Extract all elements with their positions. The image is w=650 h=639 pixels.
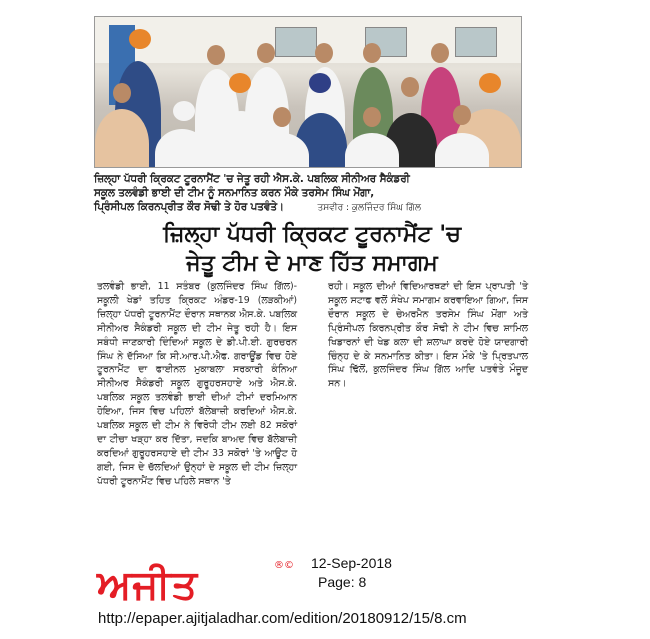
logo-registered-mark: ®© xyxy=(274,560,294,571)
photo-person-head xyxy=(363,43,381,63)
photo-person-head xyxy=(113,83,131,103)
article-column-2: ਰਹੀ। ਸਕੂਲ ਦੀਆਂ ਵਿਦਿਆਰਥਣਾਂ ਦੀ ਇਸ ਪ੍ਰਾਪਤੀ 'ਤੇ ਸਕੂਲ ਸਟਾਫ ਵਲੋਂ ਸੰਖੇਪ ਸਮਾਗਮ ਕਰਵਾਇਆ ਗਿਆ, ਜਿਸ ਦੌਰਾਨ ਸਕੂਲ ਦੇ ਚੇਅਰਮੈਨ ਤਰਸੇਮ ਸਿੰਘ ਮੋਂਗਾ ਅਤੇ ਪ੍ਰਿੰਸੀਪਲ ਕਿਰਨਪ੍ਰੀਤ ਕੌਰ ਸੋਢੀ ਨੇ ਟੀਮ ਵਿਚ ਸ਼ਾਮਿਲ ਖਿਡਾਰਨਾਂ ਦੀ ਖੇਡ ਕਲਾ ਦੀ ਸ਼ਲਾਘਾ ਕਰਦੇ ਹੋਏ ਯਾਦਗਾਰੀ ਚਿੰਨ੍ਹ ਦੇ ਕੇ ਸਨਮਾਨਿਤ ਕੀਤਾ। ਇਸ ਮੌਕੇ 'ਤੇ ਪ੍ਰਿਤਪਾਲ ਸਿੰਘ ਢਿੱਲੋਂ, ਕੁਲਜਿੰਦਰ ਸਿੰਘ ਗਿੱਲ ਆਦਿ ਪਤਵੰਤੇ ਮੌਜੂਦ ਸਨ। xyxy=(328,281,528,390)
caption-line: ਸਕੂਲ ਤਲਵੰਡੀ ਭਾਈ ਦੀ ਟੀਮ ਨੂੰ ਸਨਮਾਨਿਤ ਕਰਨ ਮੌਕੇ ਤਰਸੇਮ ਸਿੰਘ ਮੋਂਗਾ, xyxy=(94,187,375,199)
photo-person-head xyxy=(229,73,251,93)
photo-person-head xyxy=(453,105,471,125)
photo-person-head xyxy=(207,45,225,65)
source-url[interactable]: http://epaper.ajitjaladhar.com/edition/20180912/15/8.cm xyxy=(98,610,467,627)
photo-person-head xyxy=(173,101,195,121)
caption-line: ਜ਼ਿਲ੍ਹਾ ਪੱਧਰੀ ਕ੍ਰਿਕਟ ਟੂਰਨਾਮੈਂਟ 'ਚ ਜੇਤੂ ਰਹੀ ਐਸ.ਕੇ. ਪਬਲਿਕ ਸੀਨੀਅਰ ਸੈਕੰਡਰੀ xyxy=(94,173,410,185)
photo-person-head xyxy=(431,43,449,63)
news-photo xyxy=(94,16,522,168)
photo-caption xyxy=(94,172,524,215)
photo-credit: ਤਸਵੀਰ : ਕੁਲਜਿੰਦਰ ਸਿੰਘ ਗਿੱਲ xyxy=(317,203,421,213)
photo-person-head xyxy=(129,29,151,49)
photo-person-head xyxy=(309,73,331,93)
article-column-1: ਤਲਵੰਡੀ ਭਾਈ, 11 ਸਤੰਬਰ (ਕੁਲਜਿੰਦਰ ਸਿੰਘ ਗਿੱਲ)- ਸਕੂਲੀ ਖੇਡਾਂ ਤਹਿਤ ਕ੍ਰਿਕਟ ਅੰਡਰ-19 (ਲੜਕੀਆਂ) ਜ਼ਿਲ੍ਹਾ ਪੱਧਰੀ ਟੂਰਨਾਮੈਂਟ ਦੌਰਾਨ ਸਥਾਨਕ ਐਸ.ਕੇ. ਪਬਲਿਕ ਸੀਨੀਅਰ ਸੈਕੰਡਰੀ ਸਕੂਲ ਦੀ ਟੀਮ ਜੇਤੂ ਰਹੀ ਹੈ। ਇਸ ਸਬੰਧੀ ਜਾਣਕਾਰੀ ਦਿੰਦਿਆਂ ਸਕੂਲ ਦੇ ਡੀ.ਪੀ.ਈ. ਗੁਰਚਰਨ ਸਿੰਘ ਨੇ ਦੱਸਿਆ ਕਿ ਸੀ.ਆਰ.ਪੀ.ਐਫ. ਗਰਾਊਂਡ ਵਿਚ ਹੋਏ ਟੂਰਨਾਮੈਂਟ ਦਾ ਫਾਈਨਲ ਮੁਕਾਬਲਾ ਸਰਕਾਰੀ ਕੰਨਿਆ ਸੀਨੀਅਰ ਸੈਕੰਡਰੀ ਸਕੂਲ ਗੁਰੂਹਰਸਹਾਏ ਅਤੇ ਐਸ.ਕੇ. ਪਬਲਿਕ ਸਕੂਲ ਤਲਵੰਡੀ ਭਾਈ ਦੀਆਂ ਟੀਮਾਂ ਦਰਮਿਆਨ ਹੋਇਆ, ਜਿਸ ਵਿਚ ਪਹਿਲਾਂ ਬੱਲੇਬਾਜ਼ੀ ਕਰਦਿਆਂ ਐਸ.ਕੇ. ਪਬਲਿਕ ਸਕੂਲ ਦੀ ਟੀਮ ਨੇ ਵਿਰੋਧੀ ਟੀਮ ਲਈ 82 ਸਕੋਰਾਂ ਦਾ ਟੀਚਾ ਖੜ੍ਹਾ ਕਰ ਦਿੱਤਾ, ਜਦਕਿ ਬਾਅਦ ਵਿਚ ਬੱਲੇਬਾਜ਼ੀ ਕਰਦਿਆਂ ਗੁਰੂਹਰਸਹਾਏ ਦੀ ਟੀਮ 33 ਸਕੋਰਾਂ 'ਤੇ ਆਊਟ ਹੋ ਗਈ, ਜਿਸ ਦੇ ਚੱਲਦਿਆਂ ਉਨ੍ਹਾਂ ਦੇ ਸਕੂਲ ਦੀ ਟੀਮ ਜ਼ਿਲ੍ਹਾ ਪੱਧਰੀ ਟੂਰਨਾਮੈਂਟ ਵਿਚ ਪਹਿਲੇ ਸਥਾਨ 'ਤੇ xyxy=(97,281,297,487)
caption-line: ਪ੍ਰਿੰਸੀਪਲ ਕਿਰਨਪ੍ਰੀਤ ਕੌਰ ਸੋਢੀ ਤੇ ਹੋਰ ਪਤਵੰਤੇ। xyxy=(94,201,284,213)
photo-window xyxy=(455,27,497,57)
article-headline xyxy=(96,220,528,278)
edition-date: 12-Sep-2018 xyxy=(311,555,392,571)
photo-person-head xyxy=(479,73,501,93)
headline-line: ਜ਼ਿਲ੍ਹਾ ਪੱਧਰੀ ਕ੍ਰਿਕਟ ਟੂਰਨਾਮੈਂਟ 'ਚ xyxy=(163,221,461,247)
photo-window xyxy=(275,27,317,57)
photo-person-head xyxy=(315,43,333,63)
photo-person-head xyxy=(363,107,381,127)
headline-line: ਜੇਤੂ ਟੀਮ ਦੇ ਮਾਣ ਹਿੱਤ ਸਮਾਗਮ xyxy=(186,250,438,276)
photo-person-head xyxy=(257,43,275,63)
photo-person-head xyxy=(273,107,291,127)
photo-person-head xyxy=(401,77,419,97)
newspaper-logo: ਅਜੀਤ xyxy=(97,561,199,608)
edition-page: Page: 8 xyxy=(318,574,367,590)
